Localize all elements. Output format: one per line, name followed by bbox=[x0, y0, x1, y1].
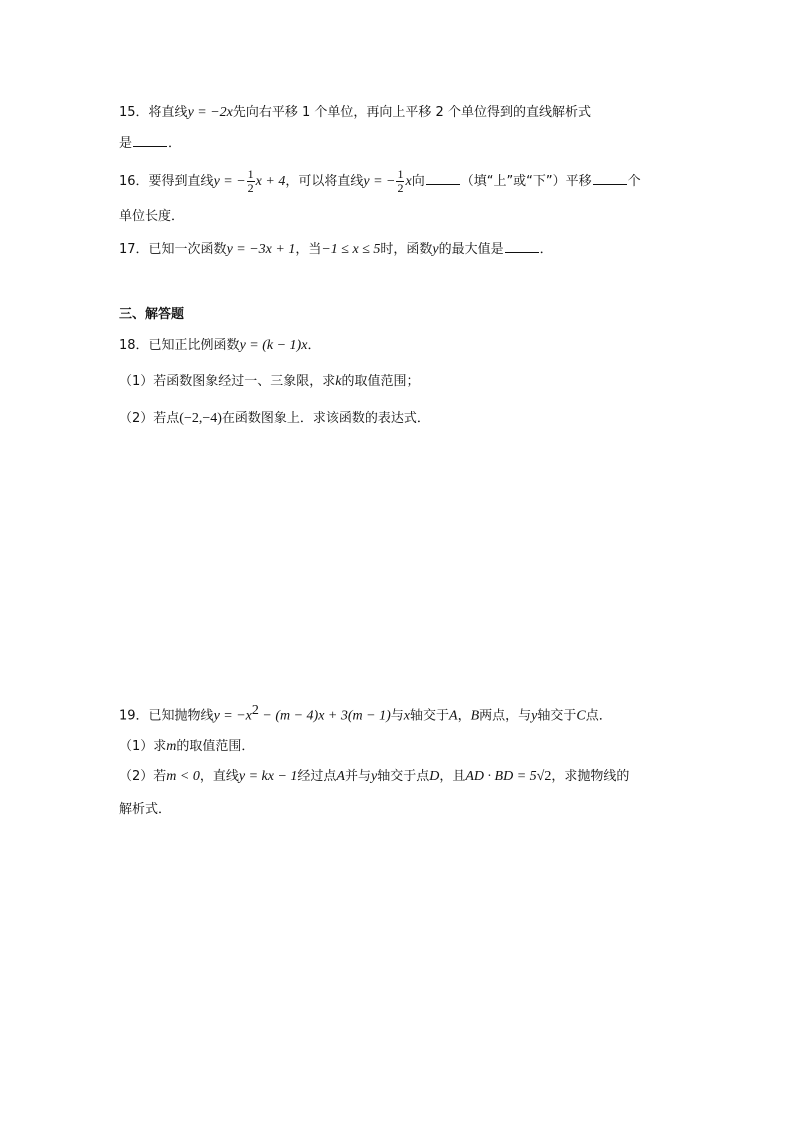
question-19-part-1: （1）求m的取值范围． bbox=[119, 739, 255, 754]
question-number: 16． bbox=[119, 174, 149, 189]
question-19: 19．已知抛物线$y = -x^2 - (m - 4)x + 3(m - 1)$与x轴交于A，B两点，与y轴交于C点． bbox=[119, 703, 612, 724]
answer-blank[interactable] bbox=[593, 172, 627, 185]
fraction: $\frac{1}{2}$ bbox=[397, 167, 404, 195]
fraction: $\frac{1}{2}$ bbox=[247, 167, 254, 195]
question-19-part-2-cont: 解析式． bbox=[119, 802, 172, 817]
question-15-line-2: 是 ． bbox=[119, 136, 182, 151]
answer-blank[interactable] bbox=[505, 240, 539, 253]
question-16-line-2: 单位长度． bbox=[119, 209, 185, 224]
question-15-line-1: 15．将直线y = −2x先向右平移 1 个单位，再向上平移 2 个单位得到的直线解析式 bbox=[119, 105, 591, 120]
question-19-part-2: （2）若m < 0，直线y = kx − 1经过点A并与y轴交于点D，且AD · BD = 5√2，求抛物线的 bbox=[119, 769, 630, 784]
sqrt-expression: √2 bbox=[536, 769, 552, 784]
question-18-part-2: （2）若点(−2,−4)在函数图象上．求该函数的表达式． bbox=[119, 411, 430, 426]
section-heading: 三、解答题 bbox=[119, 307, 185, 322]
answer-blank[interactable] bbox=[133, 134, 167, 147]
answer-blank[interactable] bbox=[426, 172, 460, 185]
question-16-line-1: 16．要得到直线y = − $\frac{1}{2}$ x + 4，可以将直线y = − $\frac{1}{2}$ x向 （填“上”或“下”）平移 个 bbox=[119, 167, 641, 195]
math-expression: y = −2x bbox=[187, 105, 233, 120]
question-18: 18．已知正比例函数y = (k − 1)x． bbox=[119, 338, 321, 353]
question-number: 15． bbox=[119, 105, 149, 120]
question-number: 18． bbox=[119, 338, 149, 353]
question-18-part-1: （1）若函数图象经过一、三象限，求k的取值范围； bbox=[119, 374, 420, 389]
question-number: 17． bbox=[119, 242, 149, 257]
question-number: 19． bbox=[119, 708, 149, 724]
question-17: 17．已知一次函数y = −3x + 1，当−1 ≤ x ≤ 5时，函数y的最大值是 ． bbox=[119, 242, 553, 257]
